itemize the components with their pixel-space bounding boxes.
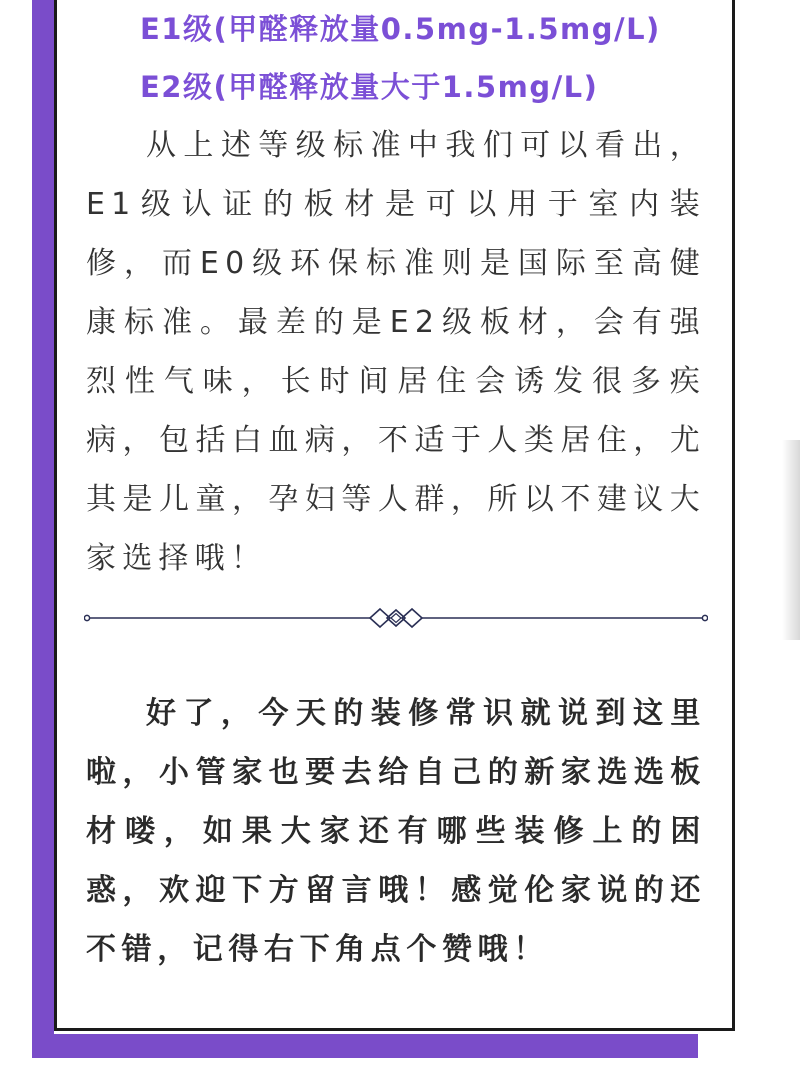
purple-frame-bottom <box>32 1034 698 1058</box>
diamond-knot-icon <box>84 609 707 627</box>
body-paragraph-closing: 好了，今天的装修常识就说到这里啦，小管家也要去给自己的新家选选板材喽，如果大家还有哪些装修上的困惑，欢迎下方留言哦！感觉伦家说的还不错，记得右下角点个赞哦！ <box>86 696 706 967</box>
grade-e2-line: E2级(甲醛释放量大于1.5mg/L) <box>140 70 599 104</box>
purple-frame-left <box>32 0 54 1058</box>
grade-e1-line: E1级(甲醛释放量0.5mg-1.5mg/L) <box>140 12 661 46</box>
body-paragraph-grades: 从上述等级标准中我们可以看出，E1级认证的板材是可以用于室内装修，而E0级环保标准则是国际至高健康标准。最差的是E2级板材，会有强烈性气味，长时间居住会诱发很多疾病，包括白血病，不适于人类居住，尤其是儿童，孕妇等人群，所以不建议大家选择哦！ <box>86 128 706 576</box>
section-divider <box>84 605 708 631</box>
edge-shadow <box>782 440 800 640</box>
